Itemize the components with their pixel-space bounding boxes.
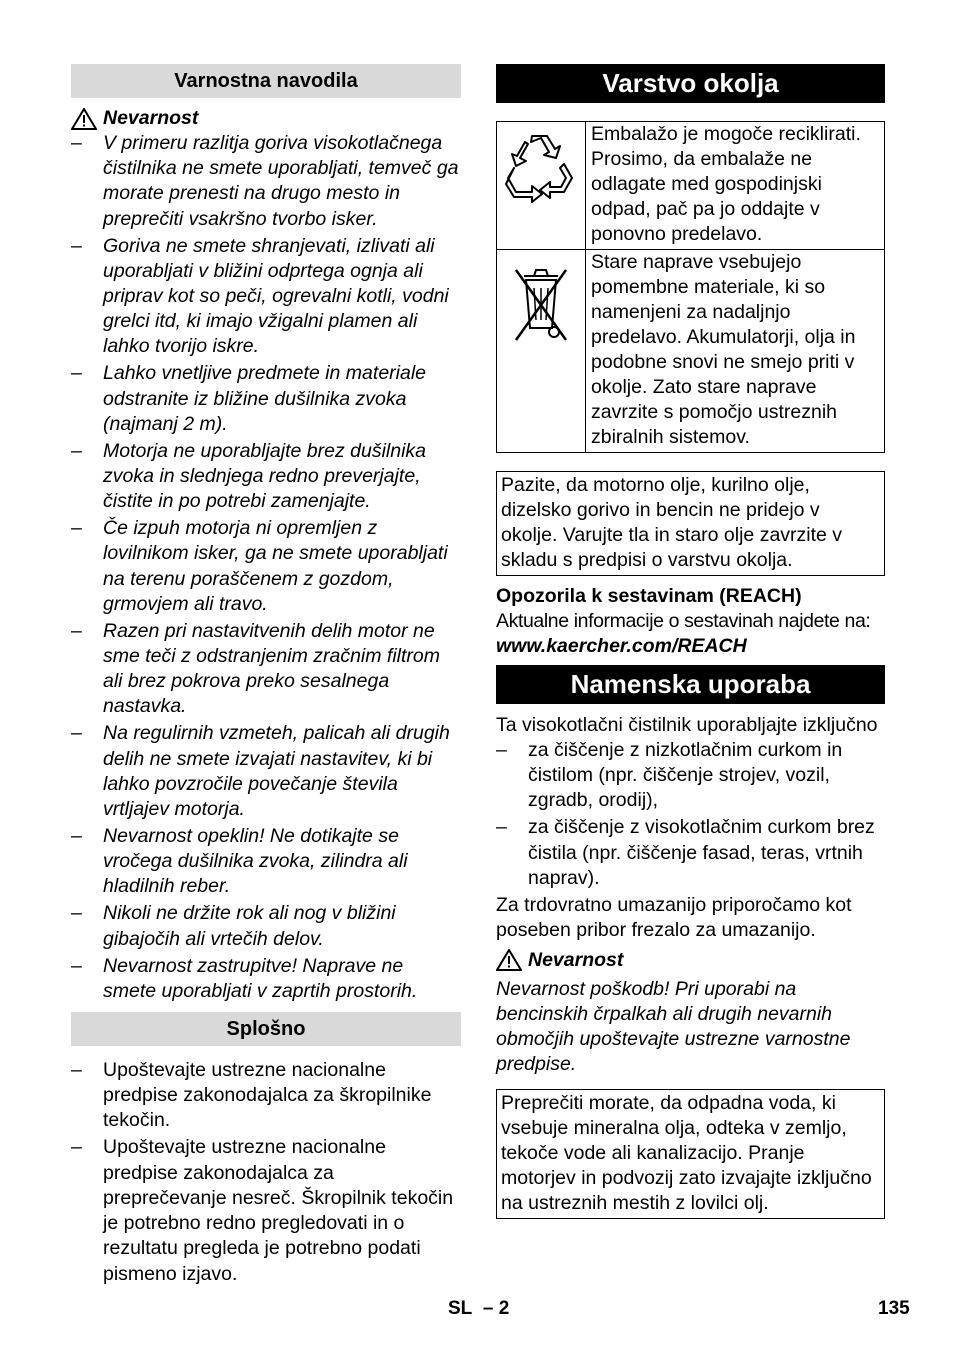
list-item: – Upoštevajte ustrezne nacionalne predpise zakonodajalca za škropilnike tekočin. xyxy=(71,1059,432,1132)
list-item: – Upoštevajte ustrezne nacionalne predpise zakonodajalca za preprečevanje nesreč. Škropilnik tekočin je potrebno redno pregledovati in o rezultatu pregleda je potrebno podati pismeno izjavo. xyxy=(71,1136,454,1285)
section-heading-safety: Varnostna navodila xyxy=(71,64,461,98)
list-item: – Na regulirnih vzmeteh, palicah ali drugih delih ne smete izvajati nastavitev, ki bi lahko povzročile povečanje števila vrtljajev motorja. xyxy=(71,722,450,821)
oil-notice-box: Pazite, da motorno olje, kurilno olje, dizelsko gorivo in bencin ne pridejo v okolje. Varujte tla in staro olje zavrzite v skladu s predpisi o varstvu okolja. xyxy=(496,471,885,576)
page-number: 135 xyxy=(878,1298,910,1319)
danger-label: Nevarnost xyxy=(103,107,199,129)
reach-heading: Opozorila k sestavinam (REACH) xyxy=(496,585,802,607)
list-item: – V primeru razlitja goriva visokotlačnega čistilnika ne smete uporabljati, temveč ga morate prenesti na drugo mesto in preprečiti vsakršno tvorbo isker. xyxy=(71,132,459,230)
list-item: – za čiščenje z nizkotlačnim curkom in čistilom (npr. čiščenje strojev, vozil, zgradb, orodij), xyxy=(496,739,843,812)
list-item: – Goriva ne smete shranjevati, izlivati ali uporabljati v bližini odprtega ognja ali priprav kot so peči, ogrevalni kotli, vodni grelci itd, ki imajo vžigalni plamen ali lahko tvorijo iskre. xyxy=(71,234,449,358)
section-heading-environment: Varstvo okolja xyxy=(496,64,885,103)
environment-table xyxy=(496,121,885,453)
recycle-text: Embalažo je mogoče reciklirati. Prosimo, da embalaže ne odlagate med gospodinjski odpad, pač pa jo oddajte v ponovno predelavo. xyxy=(591,123,861,245)
section-heading-general: Splošno xyxy=(71,1012,461,1046)
right-column xyxy=(496,64,885,1219)
danger-text: Nevarnost poškodb! Pri uporabi na bencinskih črpalkah ali drugih nevarnih območjih upoštevajte ustrezne varnostne predpise. xyxy=(496,977,851,1075)
safety-list xyxy=(71,131,461,1004)
crossed-bin-icon xyxy=(512,266,570,344)
list-item: – Če izpuh motorja ni opremljen z lovilnikom isker, ga ne smete uporabljati na terenu poraščenem z gozdom, grmovjem ali travo. xyxy=(71,517,448,615)
reach-text: Aktualne informacije o sestavinah najdete na: xyxy=(496,610,871,632)
recycle-icon xyxy=(504,132,578,206)
warning-triangle-icon xyxy=(496,949,522,971)
old-devices-text: Stare naprave vsebujejo pomembne materiale, ki so namenjeni za nadaljnjo predelavo. Akumulatorji, olja in podobne snovi ne smejo priti v okolje. Zato stare naprave zavrzite s pomočjo ustreznih zbiralnih sistemov. xyxy=(591,251,856,448)
danger-heading xyxy=(496,948,885,973)
list-item: – za čiščenje z visokotlačnim curkom brez čistila (npr. čiščenje fasad, teras, vrtnih naprav). xyxy=(496,816,875,889)
left-column xyxy=(71,64,461,1289)
footer-language: SL – 2 xyxy=(448,1298,510,1319)
waste-water-box: Preprečiti morate, da odpadna voda, ki vsebuje mineralna olja, odteka v zemljo, tekoče vode ali kanalizacijo. Pranje motorjev in podvozij zato izvajajte izključno na ustreznih mestih z lovilci olj. xyxy=(496,1089,885,1219)
section-heading-intended-use: Namenska uporaba xyxy=(496,665,885,704)
list-item: – Lahko vnetljive predmete in materiale odstranite iz bližine dušilnika zvoka (najmanj 2 m). xyxy=(71,362,427,435)
reach-url[interactable]: www.kaercher.com/REACH xyxy=(496,635,747,657)
list-item: – Nevarnost opeklin! Ne dotikajte se vročega dušilnika zvoka, zilindra ali hladilnih reber. xyxy=(71,825,408,898)
list-item: – Motorja ne uporabljajte brez dušilnika zvoka in slednjega redno preverjajte, čistite in po potrebi zamenjajte. xyxy=(71,439,427,513)
intended-use-list xyxy=(496,738,885,891)
general-list xyxy=(71,1058,461,1287)
danger-heading xyxy=(71,106,461,131)
table-row xyxy=(497,249,884,452)
list-item: – Razen pri nastavitvenih delih motor ne sme teči z odstranjenim zračnim filtrom ali brez pokrova preko sesalnega nastavka. xyxy=(71,619,441,718)
list-item: – Nikoli ne držite rok ali nog v bližini gibajočih ali vrtečih delov. xyxy=(71,902,396,950)
list-item: – Nevarnost zastrupitve! Naprave ne smete uporabljati v zaprtih prostorih. xyxy=(71,954,418,1002)
danger-label: Nevarnost xyxy=(528,948,624,971)
intended-use-intro: Ta visokotlačni čistilnik uporabljajte izključno xyxy=(496,714,878,736)
recommendation-text: Za trdovratno umazanijo priporočamo kot poseben pribor frezalo za umazanijo. xyxy=(496,893,852,941)
warning-triangle-icon xyxy=(71,108,97,130)
table-row xyxy=(497,122,884,249)
